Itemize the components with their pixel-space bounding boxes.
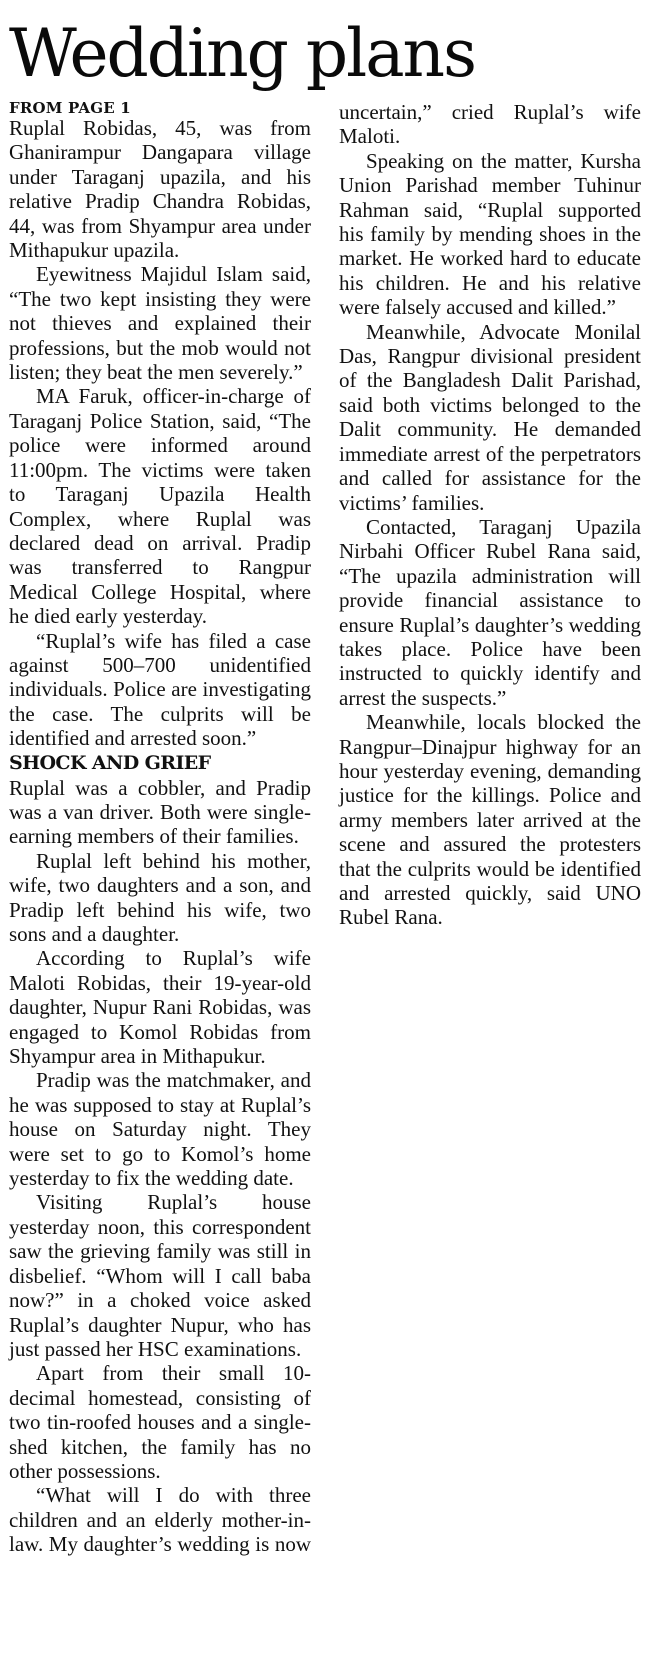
paragraph: Apart from their small 10-decimal homestead, consisting of two tin-roofed houses and a single-shed kitchen, the family has no other possessions. xyxy=(9,1361,311,1483)
paragraph: “What will I do with three children and an elderly mother-in-law. My daughter’s wedding is now uncertain,” cried Ruplal’s wife Maloti. xyxy=(9,100,641,1557)
paragraph: MA Faruk, officer-in-charge of Taraganj Police Station, said, “The police were informed around 11:00pm. The victims were taken to Taraganj Upazila Health Complex, where Ruplal was declared dead on arrival. Pradip was transferred to Rangpur Medical College Hospital, where he died early yesterday. xyxy=(9,384,311,629)
paragraph: Ruplal Robidas, 45, was from Ghanirampur Dangapara village under Taraganj upazila, and his relative Pradip Chandra Robidas, 44, was from Shyampur area under Mithapukur upazila. xyxy=(9,116,311,263)
paragraph: Ruplal was a cobbler, and Pradip was a van driver. Both were single-earning members of their families. xyxy=(9,775,311,849)
paragraph: Visiting Ruplal’s house yesterday noon, this correspondent saw the grieving family was still in disbelief. “Whom will I call baba now?” in a choked voice asked Ruplal’s daughter Nupur, who has just passed her HSC examinations. xyxy=(9,1190,311,1361)
subheading-shock-and-grief: SHOCK AND GRIEF xyxy=(9,751,211,774)
paragraph: Meanwhile, Advocate Monilal Das, Rangpur divisional president of the Bangladesh Dalit Parishad, said both victims belonged to the Dalit community. He demanded immediate arrest of the perpetrators and called for assistance for the victims’ families. xyxy=(339,319,641,515)
paragraph: Speaking on the matter, Kursha Union Parishad member Tuhinur Rahman said, “Ruplal supported his family by mending shoes in the market. He worked hard to educate his children. He and his relative were falsely accused and killed.” xyxy=(339,148,641,320)
article-body xyxy=(9,100,641,1560)
paragraph: “Ruplal’s wife has filed a case against 500–700 unidentified individuals. Police are investigating the case. The culprits will be identified and arrested soon.” xyxy=(9,628,311,751)
paragraph: Ruplal left behind his mother, wife, two daughters and a son, and Pradip left behind his wife, two sons and a daughter. xyxy=(9,848,311,946)
paragraph: Contacted, Taraganj Upazila Nirbahi Officer Rubel Rana said, “The upazila administration will provide financial assistance to ensure Ruplal’s daughter’s wedding takes place. Police have been instructed to quickly identify and arrest the suspects.” xyxy=(339,514,641,710)
headline: Wedding plans xyxy=(9,15,475,92)
paragraph: Eyewitness Majidul Islam said, “The two kept insisting they were not thieves and explained their professions, but the mob would not listen; they beat the men severely.” xyxy=(9,262,311,385)
paragraph: Pradip was the matchmaker, and he was supposed to stay at Ruplal’s house on Saturday night. They were set to go to Komol’s home yesterday to fix the wedding date. xyxy=(9,1068,311,1191)
kicker-from-page: FROM PAGE 1 xyxy=(9,99,131,117)
paragraph: Meanwhile, locals blocked the Rangpur–Dinajpur highway for an hour yesterday evening, demanding justice for the killings. Police and army members later arrived at the scene and assured the protesters that the culprits would be identified and arrested quickly, said UNO Rubel Rana. xyxy=(339,710,641,930)
paragraph: According to Ruplal’s wife Maloti Robidas, their 19-year-old daughter, Nupur Rani Robidas, was engaged to Komol Robidas from Shyampur area in Mithapukur. xyxy=(9,946,311,1069)
